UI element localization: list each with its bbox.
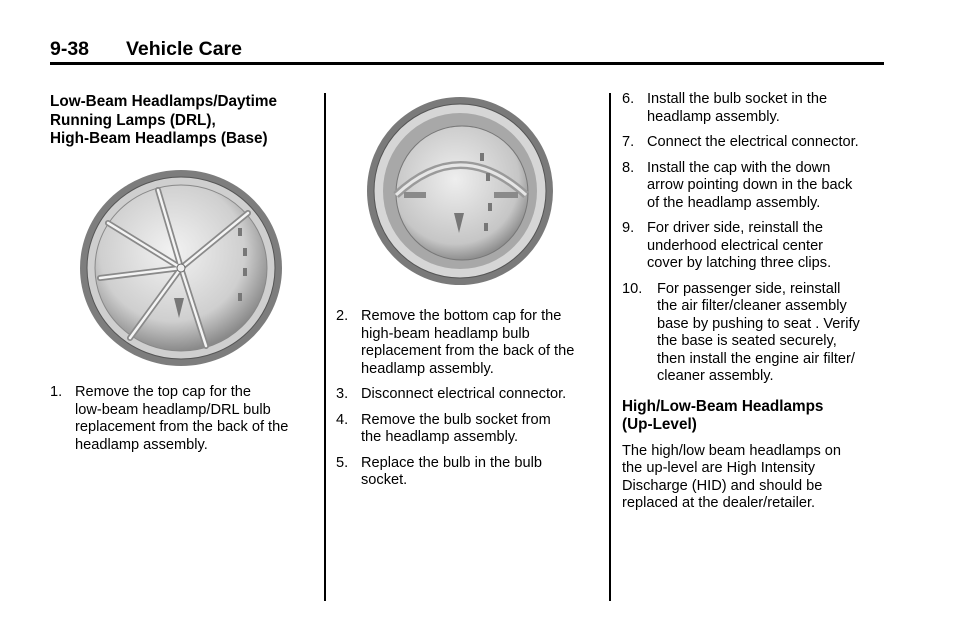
step-line: headlamp assembly.	[361, 360, 494, 377]
step-line: the headlamp assembly.	[361, 429, 519, 445]
step-number: 5.	[336, 454, 349, 471]
step-number: 10.	[622, 280, 643, 297]
step-line: socket.	[361, 472, 408, 488]
column-1	[50, 93, 315, 149]
step-number: 8.	[622, 159, 635, 176]
step-line: the base is seated securely,	[657, 333, 837, 349]
step-6	[622, 91, 890, 126]
heading-line: High/Low-Beam Headlamps	[622, 397, 824, 415]
paragraph-line: replaced at the dealer/retailer.	[622, 495, 816, 511]
step-line: of the headlamp assembly.	[647, 194, 821, 211]
step-line: Install the bulb socket in the	[647, 91, 828, 107]
heading-line: High-Beam Headlamps (Base)	[50, 130, 268, 147]
step-line: Install the cap with the down	[647, 159, 831, 176]
step-number: 2.	[336, 308, 349, 324]
hid-paragraph	[622, 443, 890, 513]
heading-line: Low-Beam Headlamps/Daytime	[50, 93, 277, 110]
heading-line: (Up-Level)	[622, 416, 697, 433]
step-8	[622, 160, 890, 213]
step-line: Connect the electrical connector.	[647, 134, 859, 150]
step-line: Remove the bulb socket from	[361, 411, 551, 428]
step-line: base by pushing to seat . Verify	[657, 315, 860, 332]
step-line: cleaner assembly.	[657, 368, 774, 384]
step-number: 4.	[336, 411, 349, 428]
column-divider-1	[324, 93, 326, 601]
step-line: arrow pointing down in the back	[647, 177, 853, 193]
step-line: underhood electrical center	[647, 237, 824, 254]
step-line: then install the engine air filter/	[657, 350, 855, 367]
step-9	[622, 220, 890, 273]
step-number: 9.	[622, 220, 635, 236]
step-3	[336, 386, 604, 404]
step-line: headlamp assembly.	[647, 108, 780, 125]
step-line: Remove the bottom cap for the	[361, 308, 562, 324]
page-number: 9-38	[50, 38, 90, 60]
step-line: For passenger side, reinstall	[657, 280, 841, 297]
column-divider-2	[609, 93, 611, 601]
column-2-steps	[336, 308, 604, 498]
top-cap-illustration	[78, 168, 284, 368]
step-10	[622, 281, 890, 386]
step-number: 6.	[622, 91, 635, 107]
section-title: Vehicle Care	[126, 38, 242, 60]
section-heading-up-level	[622, 398, 890, 435]
bottom-cap-illustration	[366, 95, 556, 290]
step-2	[336, 308, 604, 378]
step-5	[336, 455, 604, 490]
step-1	[50, 384, 318, 454]
step-line: low-beam headlamp/DRL bulb	[75, 401, 271, 418]
step-line: cover by latching three clips.	[647, 255, 832, 271]
section-heading-base	[50, 93, 315, 149]
column-3	[622, 91, 890, 513]
step-line: high-beam headlamp bulb	[361, 325, 530, 342]
column-1-steps	[50, 384, 318, 462]
step-line: replacement from the back of the	[361, 343, 575, 359]
step-4	[336, 412, 604, 447]
paragraph-line: the up-level are High Intensity	[622, 460, 816, 476]
paragraph-line: The high/low beam headlamps on	[622, 442, 842, 459]
step-7	[622, 134, 890, 152]
step-number: 3.	[336, 386, 349, 402]
page-header	[50, 38, 242, 61]
header-rule	[50, 62, 884, 65]
step-number: 7.	[622, 134, 635, 150]
step-number: 1.	[50, 384, 63, 400]
paragraph-line: Discharge (HID) and should be	[622, 477, 823, 494]
step-line: replacement from the back of the	[75, 419, 289, 435]
step-line: Disconnect electrical connector.	[361, 386, 567, 402]
step-line: headlamp assembly.	[75, 436, 208, 453]
heading-line: Running Lamps (DRL),	[50, 111, 216, 129]
step-line: Remove the top cap for the	[75, 384, 252, 400]
step-line: Replace the bulb in the bulb	[361, 454, 542, 471]
step-line: the air filter/cleaner assembly	[657, 298, 847, 314]
step-line: For driver side, reinstall the	[647, 220, 824, 236]
